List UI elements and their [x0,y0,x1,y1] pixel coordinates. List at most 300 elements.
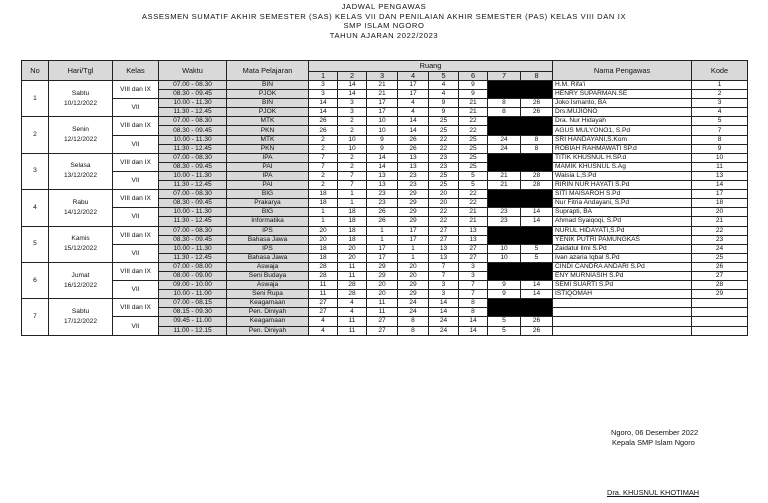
day-number: 2 [22,117,49,153]
pengawas-name: Drs.MUJIONO [553,108,692,117]
waktu-cell: 11.00 - 12.15 [159,326,227,335]
pengawas-kode: 20 [692,208,748,217]
pengawas-name: AGUS MULYONO1, S.Pd [553,126,692,135]
kelas-cell: VII [113,281,159,299]
day-cell [49,262,113,298]
ruang-cell: 9 [488,281,521,290]
ruang-cell: 9 [429,108,459,117]
mapel-cell: MTK [227,117,309,126]
ruang-cell: 11 [367,299,398,308]
ruang-cell: 3 [338,108,367,117]
waktu-cell: 10.00 - 11.30 [159,171,227,180]
mapel-cell: BIG [227,190,309,199]
ruang-cell: 5 [521,244,553,253]
waktu-cell: 07.00 - 08.30 [159,153,227,162]
ruang-cell: 4 [309,326,338,335]
pengawas-name: SRI HANDAYANI,S.Kom [553,135,692,144]
mapel-cell: Informatika [227,217,309,226]
waktu-cell: 08.30 - 09.45 [159,90,227,99]
ruang-cell: 22 [459,190,488,199]
pengawas-name [553,326,692,335]
mapel-cell: PAI [227,162,309,171]
ruang-cell: 9 [367,144,398,153]
schedule-body [22,81,748,336]
waktu-cell: 10.00 - 11.30 [159,208,227,217]
ruang-cell: 14 [309,108,338,117]
ruang-cell: 18 [338,226,367,235]
ruang-cell: 26 [521,326,553,335]
ruang-cell: 25 [459,162,488,171]
ruang-cell: 7 [338,171,367,180]
waktu-cell: 07.00 - 08.00 [159,262,227,271]
ruang-cell: 26 [398,135,429,144]
ruang-cell: 13 [459,235,488,244]
document-header [0,2,768,40]
pengawas-kode: 3 [692,99,748,108]
mapel-cell: IPS [227,226,309,235]
ruang-number-header: 2 [338,72,367,81]
waktu-cell: 11.30 - 12.45 [159,217,227,226]
day-date: 10/12/2022 [63,99,97,107]
ruang-cell: 2 [309,171,338,180]
waktu-cell: 11.30 - 12.45 [159,144,227,153]
pengawas-kode: 8 [692,135,748,144]
ruang-cell: 2 [309,144,338,153]
ruang-cell: 25 [429,181,459,190]
pengawas-kode: 2 [692,90,748,99]
mapel-cell: Seni Budaya [227,271,309,280]
ruang-cell: 17 [398,235,429,244]
ruang-cell: 5 [459,171,488,180]
ruang-cell: 11 [367,308,398,317]
ruang-cell: 14 [338,90,367,99]
waktu-cell: 07.00 - 08.30 [159,117,227,126]
pengawas-kode: 18 [692,199,748,208]
mapel-cell: PKN [227,144,309,153]
waktu-cell: 08.30 - 09.45 [159,199,227,208]
kelas-cell: VII [113,99,159,117]
ruang-cell: 22 [429,144,459,153]
ruang-cell: 28 [338,281,367,290]
day-name: Selasa [70,162,91,170]
pengawas-name: Nur Fitria Andayani, S.Pd [553,199,692,208]
ruang-blocked-cell [488,190,553,208]
day-date: 15/12/2022 [63,245,97,253]
day-cell [49,190,113,226]
ruang-cell: 21 [367,90,398,99]
ruang-cell: 29 [367,271,398,280]
waktu-cell: 08.00 - 09.00 [159,271,227,280]
day-date: 16/12/2022 [63,281,97,289]
ruang-cell: 26 [521,99,553,108]
ruang-cell: 10 [338,135,367,144]
ruang-cell: 14 [521,281,553,290]
ruang-cell: 13 [459,226,488,235]
ruang-cell: 18 [309,190,338,199]
ruang-cell: 20 [338,244,367,253]
table-row [22,81,748,90]
kelas-cell: VIII dan IX [113,153,159,171]
ruang-cell: 28 [309,271,338,280]
ruang-cell: 28 [521,171,553,180]
table-row [22,190,748,199]
ruang-cell: 18 [338,208,367,217]
day-number: 7 [22,299,49,335]
ruang-cell: 11 [338,271,367,280]
ruang-cell: 26 [398,144,429,153]
table-row [22,153,748,162]
ruang-cell: 2 [338,126,367,135]
pengawas-kode: 27 [692,271,748,280]
ruang-cell: 14 [429,299,459,308]
mapel-cell: BIG [227,208,309,217]
ruang-cell: 20 [367,281,398,290]
ruang-cell: 4 [398,99,429,108]
mapel-cell: Aswaja [227,281,309,290]
ruang-cell: 2 [338,153,367,162]
ruang-cell: 3 [429,290,459,299]
ruang-cell: 9 [429,99,459,108]
table-row [22,135,748,144]
ruang-cell: 21 [459,99,488,108]
pengawas-kode: 5 [692,117,748,126]
ruang-cell: 7 [459,281,488,290]
ruang-cell: 22 [429,208,459,217]
table-row [22,226,748,235]
ruang-cell: 3 [309,90,338,99]
pengawas-name: RIRIN NUR HAYATI S.Pd [553,181,692,190]
ruang-cell: 4 [338,308,367,317]
mapel-cell: Prakarya [227,199,309,208]
ruang-cell: 7 [429,271,459,280]
ruang-cell: 2 [338,162,367,171]
table-row [22,244,748,253]
waktu-cell: 11.30 - 12.45 [159,181,227,190]
mapel-cell: BIN [227,99,309,108]
ruang-cell: 1 [338,190,367,199]
ruang-number-header: 7 [488,72,521,81]
pengawas-kode: 29 [692,290,748,299]
ruang-cell: 11 [338,317,367,326]
pengawas-name: ISTIQOMAH [553,290,692,299]
waktu-cell: 08.30 - 09.45 [159,162,227,171]
pengawas-name: Waisia L,S.Pd [553,171,692,180]
ruang-cell: 7 [459,290,488,299]
ruang-cell: 23 [488,217,521,226]
ruang-cell: 26 [367,217,398,226]
ruang-cell: 27 [367,326,398,335]
pengawas-kode: 24 [692,244,748,253]
waktu-cell: 07.00 - 08.30 [159,226,227,235]
pengawas-name: H.M. Rifa'i [553,81,692,90]
day-name: Sabtu [71,89,90,97]
col-header-mapel: Mata Pelajaran [227,61,309,81]
ruang-cell: 18 [338,217,367,226]
ruang-cell: 14 [309,99,338,108]
table-row [22,208,748,217]
day-number: 5 [22,226,49,262]
pengawas-kode: 23 [692,235,748,244]
waktu-cell: 10.00 - 11.00 [159,290,227,299]
ruang-cell: 14 [398,117,429,126]
table-row [22,171,748,180]
pengawas-kode: 4 [692,108,748,117]
table-row [22,99,748,108]
ruang-cell: 11 [309,290,338,299]
waktu-cell: 10.00 - 11.30 [159,244,227,253]
ruang-cell: 24 [488,135,521,144]
ruang-cell: 20 [429,190,459,199]
ruang-cell: 14 [367,153,398,162]
ruang-cell: 24 [398,308,429,317]
pengawas-kode [692,317,748,326]
mapel-cell: Bahasa Jawa [227,235,309,244]
ruang-cell: 27 [459,253,488,262]
ruang-cell: 13 [367,171,398,180]
ruang-cell: 23 [488,208,521,217]
ruang-cell: 13 [429,253,459,262]
ruang-cell: 29 [398,290,429,299]
pengawas-kode: 26 [692,262,748,271]
ruang-cell: 7 [309,153,338,162]
ruang-cell: 4 [429,90,459,99]
ruang-cell: 17 [398,226,429,235]
ruang-cell: 25 [429,171,459,180]
ruang-cell: 3 [459,262,488,271]
ruang-cell: 20 [309,235,338,244]
ruang-cell: 13 [367,181,398,190]
pengawas-name: Ahmad Syaiqoqi, S.Pd [553,217,692,226]
ruang-cell: 27 [429,226,459,235]
ruang-cell: 27 [429,235,459,244]
ruang-cell: 18 [309,244,338,253]
col-header-hari: Hari/Tgl [49,61,113,81]
ruang-cell: 13 [398,153,429,162]
schedule-table-wrapper [21,60,747,336]
pengawas-name: Dra. Nur Hidayah [553,117,692,126]
waktu-cell: 11.30 - 12.45 [159,253,227,262]
footer-place-date: Ngoro, 06 Desember 2022 [611,428,699,437]
waktu-cell: 08.30 - 09.45 [159,235,227,244]
ruang-cell: 29 [398,281,429,290]
ruang-cell: 3 [459,271,488,280]
day-cell [49,117,113,153]
ruang-cell: 27 [309,299,338,308]
pengawas-name: ROBIAH RAHMAWATI SP.d [553,144,692,153]
ruang-cell: 5 [521,253,553,262]
pengawas-name [553,317,692,326]
ruang-cell: 4 [429,81,459,90]
mapel-cell: PJOK [227,108,309,117]
day-name: Sabtu [71,307,90,315]
ruang-cell: 18 [309,253,338,262]
ruang-cell: 24 [429,317,459,326]
day-number: 3 [22,153,49,189]
header-year: TAHUN AJARAN 2022/2023 [329,30,439,40]
mapel-cell: IPA [227,171,309,180]
ruang-cell: 17 [367,253,398,262]
day-cell [49,81,113,117]
waktu-cell: 09.00 - 10.00 [159,281,227,290]
ruang-blocked-cell [488,262,553,280]
ruang-cell: 22 [459,126,488,135]
ruang-cell: 9 [488,290,521,299]
ruang-cell: 26 [521,108,553,117]
ruang-cell: 17 [367,99,398,108]
ruang-cell: 17 [367,108,398,117]
ruang-cell: 8 [398,326,429,335]
pengawas-kode: 13 [692,171,748,180]
pengawas-kode [692,308,748,317]
col-header-pengawas: Nama Pengawas [553,61,692,81]
ruang-cell: 18 [338,235,367,244]
ruang-cell: 4 [309,317,338,326]
waktu-cell: 08.15 - 09.30 [159,308,227,317]
pengawas-name [553,308,692,317]
ruang-cell: 10 [367,126,398,135]
ruang-cell: 5 [488,317,521,326]
waktu-cell: 07.00 - 08.15 [159,299,227,308]
kelas-cell: VIII dan IX [113,262,159,280]
ruang-cell: 8 [488,108,521,117]
ruang-cell: 10 [367,117,398,126]
pengawas-kode: 21 [692,217,748,226]
pengawas-kode: 22 [692,226,748,235]
pengawas-name: Joko Ismanto, BA [553,99,692,108]
pengawas-name: ENY MURNIASIH S.Pd [553,271,692,280]
ruang-cell: 5 [459,181,488,190]
ruang-cell: 14 [459,326,488,335]
ruang-cell: 1 [398,253,429,262]
kelas-cell: VIII dan IX [113,226,159,244]
schedule-table [21,60,748,336]
ruang-cell: 26 [521,317,553,326]
ruang-cell: 23 [429,153,459,162]
kelas-cell: VIII dan IX [113,299,159,317]
kelas-cell: VIII dan IX [113,190,159,208]
day-cell [49,299,113,335]
pengawas-name [553,299,692,308]
ruang-cell: 14 [398,126,429,135]
ruang-cell: 4 [398,108,429,117]
pengawas-name: NURUL HIDAYATI,S.Pd [553,226,692,235]
ruang-cell: 23 [367,199,398,208]
waktu-cell: 10.00 - 11.30 [159,99,227,108]
ruang-cell: 27 [459,244,488,253]
ruang-number-header: 3 [367,72,398,81]
ruang-cell: 22 [459,199,488,208]
mapel-cell: Bahasa Jawa [227,253,309,262]
ruang-cell: 28 [309,262,338,271]
table-row [22,317,748,326]
kelas-cell: VIII dan IX [113,117,159,135]
ruang-cell: 11 [338,262,367,271]
ruang-cell: 1 [338,199,367,208]
ruang-cell: 20 [367,290,398,299]
waktu-cell: 10.00 - 11.30 [159,135,227,144]
ruang-cell: 8 [398,317,429,326]
col-header-kelas: Kelas [113,61,159,81]
pengawas-kode: 11 [692,162,748,171]
ruang-cell: 10 [488,253,521,262]
ruang-cell: 14 [521,290,553,299]
ruang-cell: 14 [521,208,553,217]
ruang-cell: 3 [338,99,367,108]
day-number: 1 [22,81,49,117]
pengawas-name: HENRY SUPARMAN.SE [553,90,692,99]
ruang-cell: 14 [338,81,367,90]
ruang-cell: 21 [459,217,488,226]
ruang-cell: 29 [398,199,429,208]
ruang-cell: 23 [398,171,429,180]
ruang-cell: 8 [521,135,553,144]
ruang-cell: 17 [367,244,398,253]
kelas-cell: VII [113,317,159,335]
ruang-cell: 24 [398,299,429,308]
ruang-cell: 8 [521,144,553,153]
ruang-cell: 8 [488,99,521,108]
ruang-cell: 7 [429,262,459,271]
ruang-cell: 29 [398,190,429,199]
pengawas-name: Suprapti, BA [553,208,692,217]
day-name: Senin [72,126,89,134]
ruang-cell: 7 [338,181,367,190]
pengawas-kode: 17 [692,190,748,199]
ruang-cell: 21 [367,81,398,90]
pengawas-kode [692,326,748,335]
day-date: 13/12/2022 [63,172,97,180]
waktu-cell: 11.30 - 12.45 [159,108,227,117]
ruang-cell: 9 [459,81,488,90]
ruang-cell: 21 [459,108,488,117]
ruang-cell: 17 [398,81,429,90]
ruang-cell: 10 [488,244,521,253]
waktu-cell: 08.30 - 09.45 [159,126,227,135]
waktu-cell: 07.00 - 08.30 [159,81,227,90]
day-date: 12/12/2022 [63,136,97,144]
header-subtitle: ASSESMEN SUMATIF AKHIR SEMESTER (SAS) KELAS VII DAN PENILAIAN AKHIR SEMESTER (PAS) KELAS VIII DAN IX [141,11,627,21]
ruang-cell: 22 [429,217,459,226]
ruang-cell: 2 [338,117,367,126]
ruang-cell: 17 [398,90,429,99]
ruang-cell: 13 [429,244,459,253]
ruang-cell: 20 [338,253,367,262]
mapel-cell: Pen. Diniyah [227,308,309,317]
ruang-cell: 14 [429,308,459,317]
pengawas-name: CINDI CANDRA ANDARI S.Pd [553,262,692,271]
waktu-cell: 07.00 - 08.30 [159,190,227,199]
ruang-cell: 14 [367,162,398,171]
day-cell [49,226,113,262]
ruang-cell: 27 [367,317,398,326]
ruang-cell: 7 [309,162,338,171]
ruang-cell: 5 [488,326,521,335]
mapel-cell: IPS [227,244,309,253]
pengawas-kode: 7 [692,126,748,135]
col-header-waktu: Waktu [159,61,227,81]
day-number: 6 [22,262,49,298]
ruang-cell: 2 [309,135,338,144]
ruang-cell: 29 [367,262,398,271]
ruang-cell: 9 [367,135,398,144]
ruang-cell: 25 [429,126,459,135]
pengawas-name: Zaidatul Ilmi S.Pd [553,244,692,253]
mapel-cell: Aswaja [227,262,309,271]
ruang-blocked-cell [488,299,553,317]
day-date: 17/12/2022 [63,317,97,325]
ruang-cell: 21 [488,171,521,180]
day-date: 14/12/2022 [63,208,97,216]
